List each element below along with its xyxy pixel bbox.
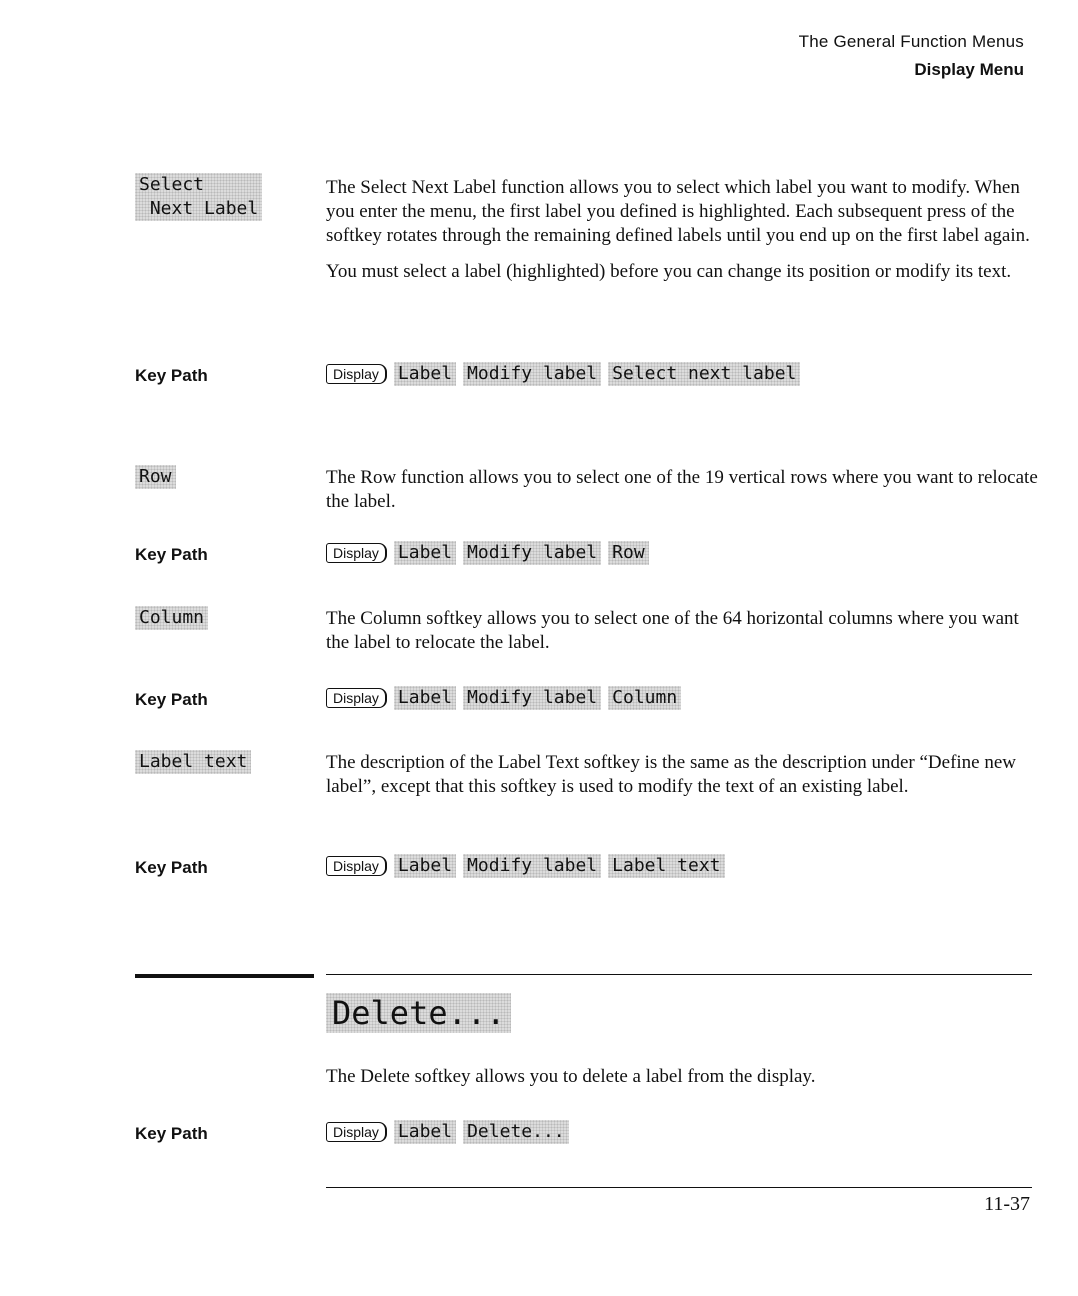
- softkey-row: Row: [608, 541, 649, 565]
- term-row: [135, 465, 176, 489]
- section-rule-thin: [326, 974, 1032, 975]
- key-path-select-next-label: [326, 362, 800, 386]
- paragraph: The Column softkey allows you to select one of the 64 horizontal columns where you want the label to relocate the label.: [326, 608, 1019, 653]
- heading-delete: [326, 993, 511, 1033]
- key-path-column: [326, 686, 681, 710]
- softkey-label: Label: [394, 362, 456, 386]
- term-label-text: [135, 750, 251, 774]
- softkey-label: Label: [394, 854, 456, 878]
- paragraph: You must select a label (highlighted) before you can change its position or modify its text.: [326, 261, 1012, 282]
- softkey-delete: Delete...: [463, 1120, 569, 1144]
- footer-rule: [326, 1187, 1032, 1188]
- term-column: [135, 606, 208, 630]
- paragraph: The description of the Label Text softkey is the same as the description under “Define new label”, except that this softkey is used to modify the text of an existing label.: [326, 752, 1017, 797]
- key-path-label: Key Path: [135, 366, 208, 385]
- key-path-label: Key Path: [135, 690, 208, 709]
- softkey-modify-label: Modify label: [463, 686, 601, 710]
- softkey-select-line1: Select: [135, 173, 262, 197]
- description-label-text: [326, 751, 1038, 811]
- term-select-next-label: [135, 173, 262, 221]
- description-select-next-label: [326, 176, 1038, 296]
- softkey-select-next-label: Select next label: [608, 362, 800, 386]
- hardkey-display: Display: [326, 688, 387, 708]
- paragraph: The Delete softkey allows you to delete a label from the display.: [326, 1066, 816, 1087]
- hardkey-display: Display: [326, 856, 387, 876]
- hardkey-display: Display: [326, 1122, 387, 1142]
- key-path-label: Key Path: [135, 858, 208, 877]
- hardkey-display: Display: [326, 364, 387, 384]
- running-header-title: The General Function Menus: [798, 32, 1024, 51]
- softkey-column: Column: [135, 606, 208, 630]
- softkey-label: Label: [394, 541, 456, 565]
- softkey-delete-heading: Delete...: [326, 993, 511, 1033]
- description-column: [326, 607, 1038, 667]
- softkey-label-text: Label text: [608, 854, 724, 878]
- softkey-modify-label: Modify label: [463, 362, 601, 386]
- section-rule-thick: [135, 974, 314, 978]
- key-path-label: Key Path: [135, 1124, 208, 1143]
- description-row: [326, 466, 1038, 526]
- softkey-label-text: Label text: [135, 750, 251, 774]
- description-delete: [326, 1065, 1038, 1101]
- softkey-column: Column: [608, 686, 681, 710]
- softkey-row: Row: [135, 465, 176, 489]
- paragraph: The Row function allows you to select one of the 19 vertical rows where you want to relocate the label.: [326, 467, 1038, 512]
- softkey-label: Label: [394, 686, 456, 710]
- key-path-label: Key Path: [135, 545, 208, 564]
- softkey-modify-label: Modify label: [463, 541, 601, 565]
- softkey-label: Label: [394, 1120, 456, 1144]
- page-number: 11-37: [984, 1193, 1030, 1215]
- paragraph: The Select Next Label function allows you to select which label you want to modify. When you enter the menu, the first label you defined is highlighted. Each subsequent press of the softkey rotates through the remaining defined labels until you end up on the first label again.: [326, 177, 1030, 246]
- running-header-section: Display Menu: [914, 60, 1024, 79]
- key-path-label-text: [326, 854, 725, 878]
- hardkey-display: Display: [326, 543, 387, 563]
- softkey-modify-label: Modify label: [463, 854, 601, 878]
- key-path-row: [326, 541, 649, 565]
- key-path-delete: [326, 1120, 569, 1144]
- softkey-select-line2: Next Label: [135, 197, 262, 221]
